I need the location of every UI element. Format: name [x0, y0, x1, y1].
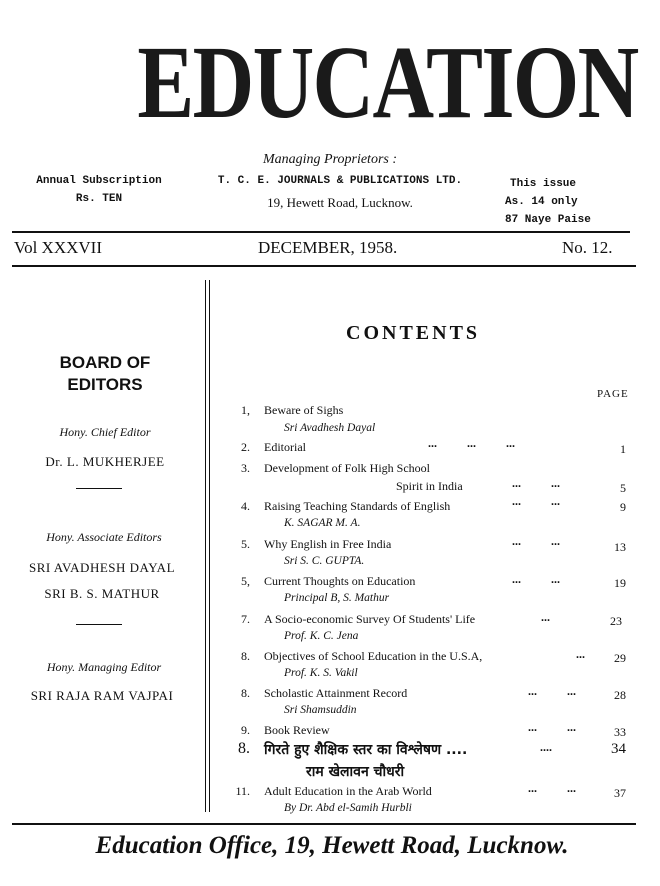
issue-date: DECEMBER, 1958.: [258, 238, 398, 257]
toc-entry-leader: ... ...: [512, 534, 560, 548]
toc-entry-leader: ....: [540, 740, 552, 754]
footer-rule: [12, 823, 636, 825]
toc-entry-author: By Dr. Abd el-Samih Hurbli: [284, 802, 412, 814]
toc-entry-leader: ... ...: [528, 684, 576, 698]
associate-editor-name: SRI AVADHESH DAYAL: [28, 560, 176, 575]
toc-entry-page: 33: [614, 725, 626, 739]
publisher-address: 19, Hewett Road, Lucknow.: [267, 195, 413, 210]
toc-entry-page: 9: [620, 500, 626, 514]
column-divider-right: [209, 280, 210, 812]
toc-entry-title: Current Thoughts on Education: [264, 574, 416, 588]
toc-entry-title-continued: Spirit in India: [396, 479, 463, 493]
toc-entry-number: 11.: [235, 784, 250, 798]
toc-entry-page: 5: [620, 481, 626, 495]
toc-entry-page: 23: [610, 614, 622, 628]
volume-label: Vol XXXVII: [14, 238, 102, 257]
toc-entry-leader: ... ...: [512, 476, 560, 490]
associate-editors-role: Hony. Associate Editors: [46, 530, 162, 544]
toc-entry-leader: ...: [576, 647, 585, 661]
toc-entry-title: Beware of Sighs: [264, 403, 344, 417]
toc-entry-page: 28: [614, 688, 626, 702]
toc-entry-author: Prof. K. S. Vakil: [284, 667, 358, 679]
toc-entry-number: 3.: [241, 461, 250, 475]
contents-title: CONTENTS: [346, 322, 481, 344]
page-column-header: PAGE: [597, 388, 629, 400]
toc-entry-page: 1: [620, 442, 626, 456]
managing-editor-name: SRI RAJA RAM VAJPAI: [30, 688, 174, 703]
toc-entry-number: 8.: [241, 649, 250, 663]
toc-entry-page: 13: [614, 540, 626, 554]
toc-entry-title: Why English in Free India: [264, 537, 392, 551]
toc-entry-leader: ...: [541, 610, 550, 624]
toc-entry-number: 2.: [241, 440, 250, 454]
issue-number: No. 12.: [562, 238, 613, 257]
issue-price-line3: 87 Naye Paise: [505, 214, 591, 226]
proprietors-label: Managing Proprietors :: [262, 152, 398, 167]
toc-entry-leader: ... ... ...: [428, 436, 515, 450]
toc-entry-number: 9.: [241, 723, 250, 737]
issue-price-line2: As. 14 only: [505, 196, 578, 208]
publisher-name: T. C. E. JOURNALS & PUBLICATIONS LTD.: [217, 175, 463, 187]
column-divider-left: [205, 280, 206, 812]
toc-entry-leader: ... ...: [528, 781, 576, 795]
toc-entry-number: 4.: [241, 499, 250, 513]
toc-entry-author: राम खेलावन चौधरी: [306, 764, 405, 780]
top-rule: [12, 231, 630, 233]
toc-entry-page: 19: [614, 576, 626, 590]
volume-rule: [12, 265, 636, 267]
chief-editor-name: Dr. L. MUKHERJEE: [45, 454, 165, 469]
board-title: [30, 352, 180, 396]
toc-entry-number: 5.: [241, 537, 250, 551]
toc-entry-title: Objectives of School Education in the U.S.A,: [264, 649, 483, 663]
masthead-title: EDUCATION: [137, 25, 638, 140]
managing-editor-role: Hony. Managing Editor: [46, 660, 162, 674]
board-title-line1: BOARD OF: [59, 353, 151, 372]
toc-entry-leader: ... ...: [528, 720, 576, 734]
toc-entry-author: K. SAGAR M. A.: [284, 517, 361, 529]
toc-entry-number: 7.: [241, 612, 250, 626]
toc-entry-leader: ... ...: [512, 494, 560, 508]
toc-entry-number: 1,: [241, 403, 250, 417]
issue-price-line1: This issue: [510, 178, 577, 190]
editor-divider: [76, 624, 122, 625]
toc-entry-page: 34: [611, 741, 626, 757]
toc-entry-title: A Socio-economic Survey Of Students' Life: [264, 612, 476, 626]
editor-divider: [76, 488, 122, 489]
toc-entry-title: Book Review: [264, 723, 330, 737]
toc-entry-leader: ... ...: [512, 572, 560, 586]
toc-entry-author: Principal B, S. Mathur: [284, 592, 390, 604]
chief-editor-role: Hony. Chief Editor: [59, 425, 151, 439]
toc-entry-author: Sri Avadhesh Dayal: [284, 422, 376, 434]
subscription-label: Annual Subscription: [36, 175, 162, 187]
toc-entry-title: Editorial: [264, 440, 306, 454]
associate-editor-name: SRI B. S. MATHUR: [44, 586, 160, 601]
toc-entry-page: 37: [614, 786, 626, 800]
toc-entry-title: Scholastic Attainment Record: [264, 686, 408, 700]
toc-entry-title: गिरते हुए शैक्षिक स्तर का विश्लेषण ....: [264, 742, 468, 758]
toc-entry-number: 8.: [241, 686, 250, 700]
toc-entry-author: Sri S. C. GUPTA.: [284, 555, 365, 567]
toc-entry-page: 29: [614, 651, 626, 665]
toc-entry-number: 8.: [238, 740, 250, 757]
footer-address: Education Office, 19, Hewett Road, Lucknow.: [95, 832, 569, 859]
subscription-value: Rs. TEN: [75, 193, 123, 205]
board-title-line2: EDITORS: [67, 375, 143, 394]
toc-entry-author: Sri Shamsuddin: [284, 704, 357, 716]
toc-entry-title: Development of Folk High School: [264, 461, 430, 475]
toc-entry-title: Raising Teaching Standards of English: [264, 499, 451, 513]
toc-entry-number: 5,: [241, 574, 250, 588]
toc-entry-title: Adult Education in the Arab World: [264, 784, 432, 798]
toc-entry-author: Prof. K. C. Jena: [284, 630, 359, 642]
